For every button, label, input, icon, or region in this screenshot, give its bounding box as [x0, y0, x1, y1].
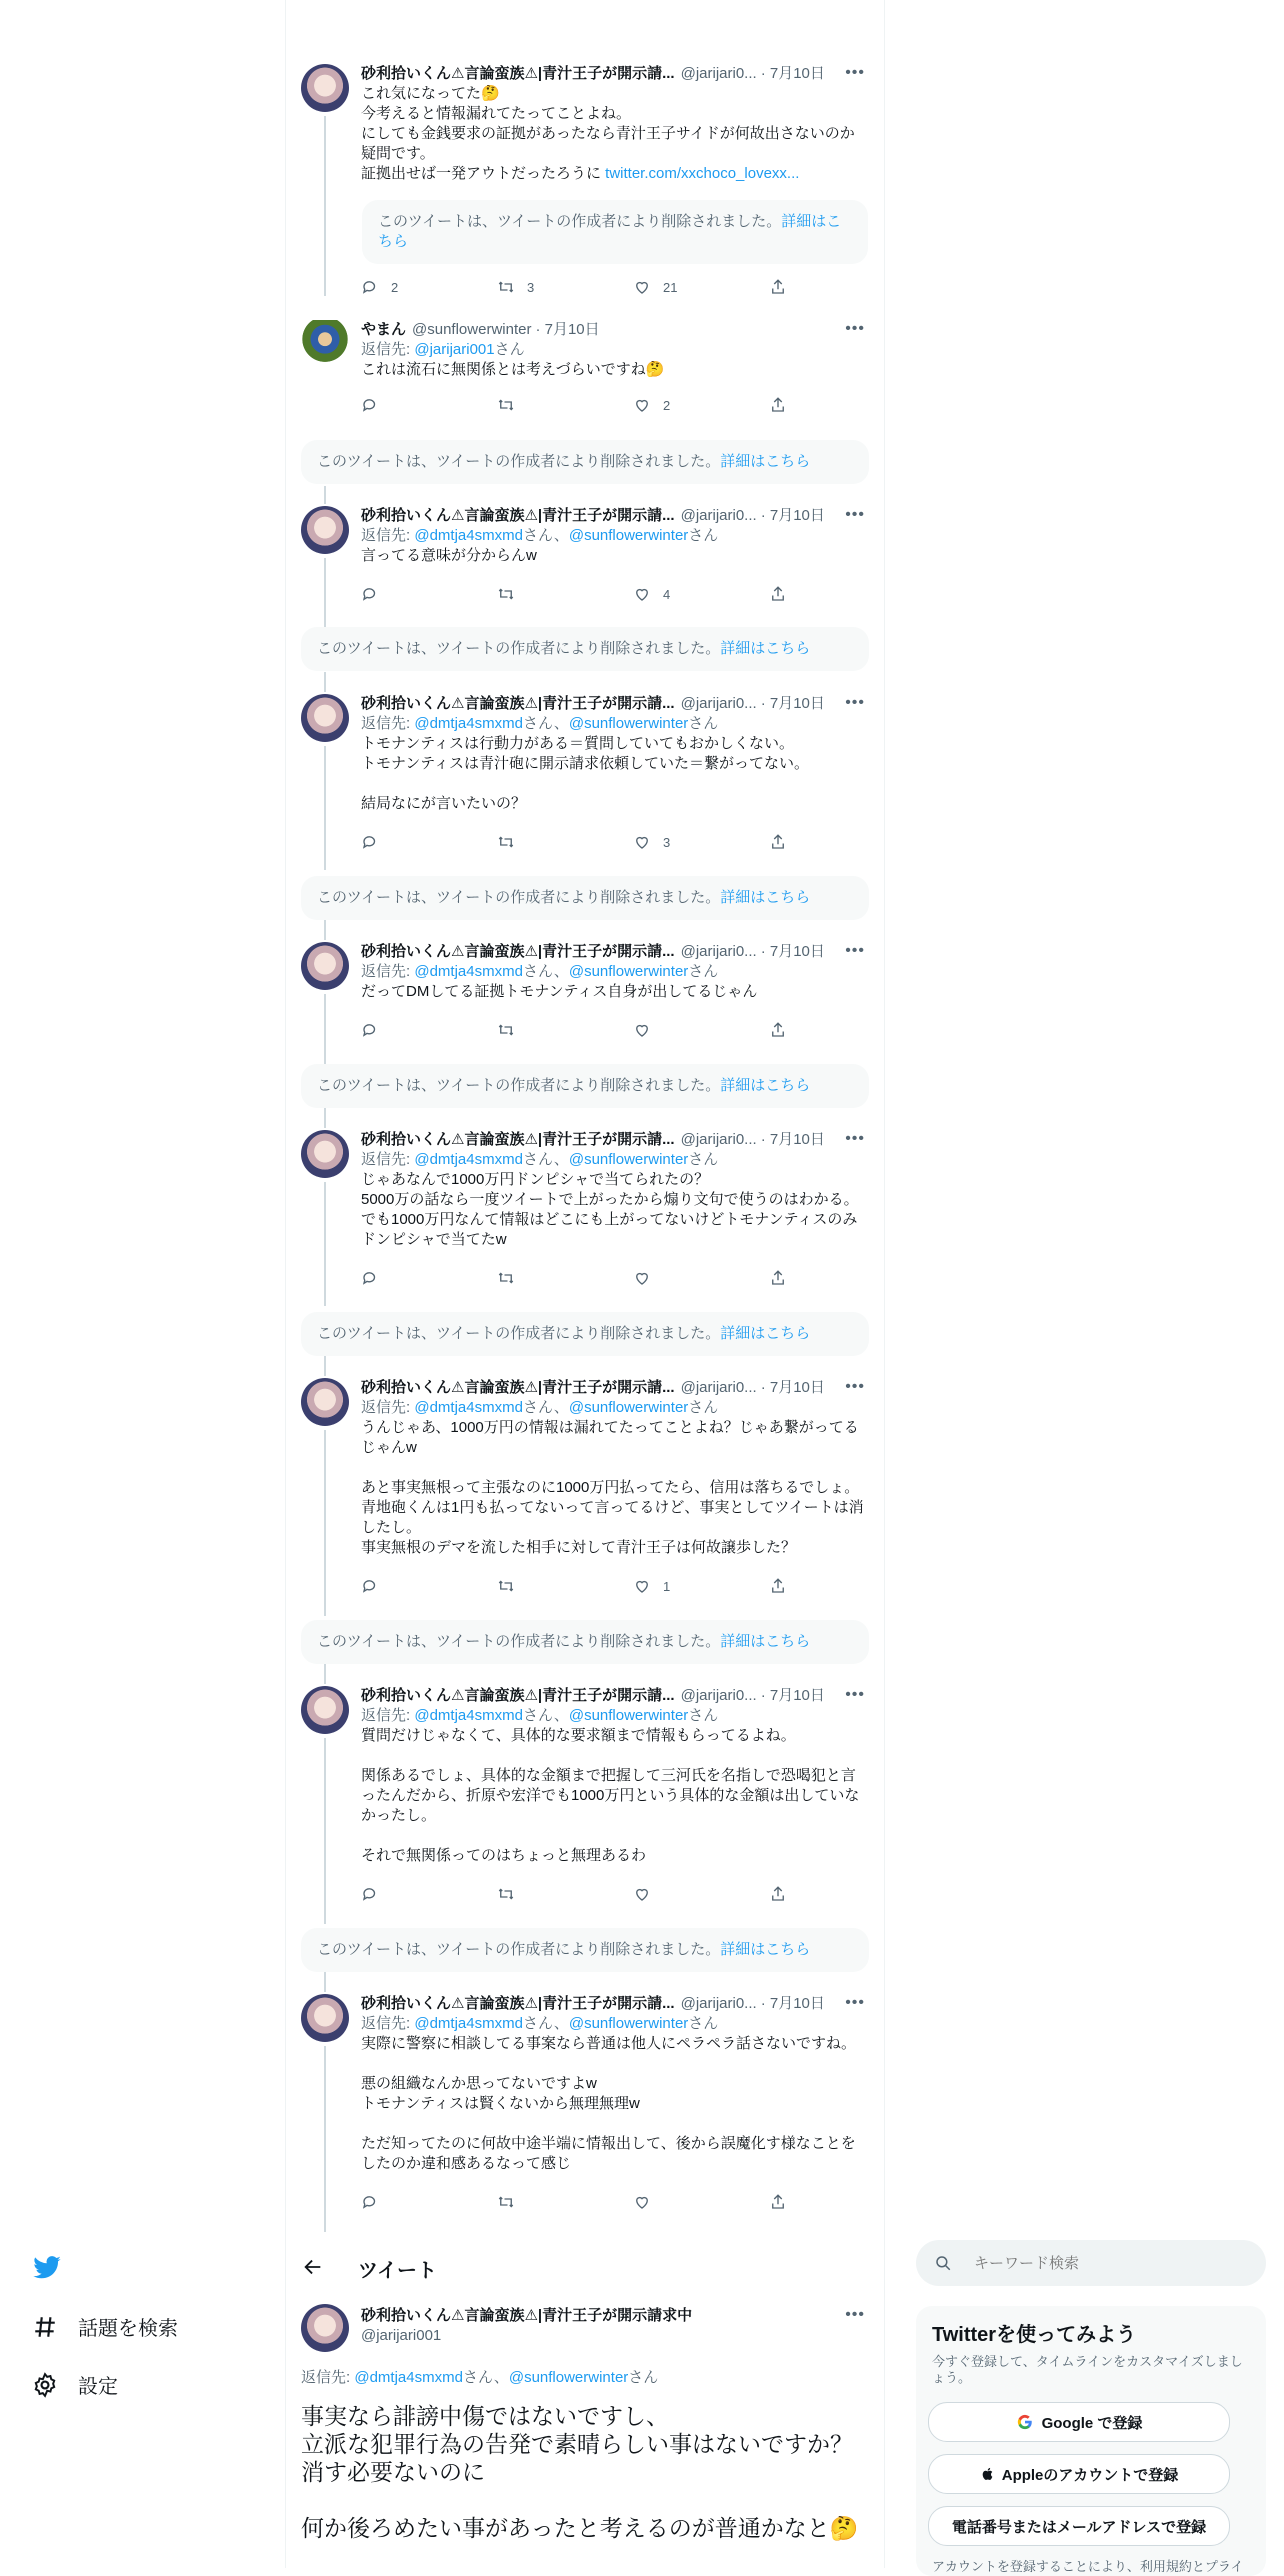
- signup-terms: アカウントを登録することにより、利用規約とプライ: [932, 2559, 1244, 2574]
- thread-line: [324, 994, 326, 1066]
- reply-to-link[interactable]: @sunflowerwinter: [568, 2015, 689, 2032]
- learn-more-link[interactable]: 詳細はこちら: [720, 640, 811, 657]
- author-name[interactable]: 砂利拾いくん⚠言論蛮族⚠|青汁王子が開示請...: [361, 1131, 675, 1148]
- learn-more-link[interactable]: 詳細はこちら: [720, 1077, 811, 1094]
- tweet[interactable]: [285, 1130, 885, 1280]
- tweet[interactable]: [285, 64, 885, 300]
- apple-signup-button[interactable]: Appleのアカウントで登録: [928, 2454, 1230, 2494]
- reply-to-link[interactable]: @dmtja4smxmd: [414, 2015, 523, 2032]
- search-icon: [934, 2254, 952, 2272]
- tweet-text: 質問だけじゃなくて、具体的な要求額まで情報もらってるよね。 関係あるでしょ、具体的な金額まで把握して三河氏を名指しで恐喝犯と言ったんだから、折原や宏洋でも1000万円という具体的な金額は出していなかったし。 それで無関係ってのはちょっと無理あるわ: [361, 1727, 860, 1864]
- tweet-date[interactable]: · 7月10日: [535, 321, 600, 338]
- google-signup-button[interactable]: Google で登録: [928, 2402, 1230, 2442]
- retweet-icon: [497, 585, 515, 603]
- quoted-tweet-deleted: このツイートは、ツイートの作成者により削除されました。詳細はこちら: [362, 200, 868, 264]
- tweet[interactable]: [285, 694, 885, 844]
- tweet-text: じゃあなんで1000万円ドンピシャで当てられたの？ 5000万の話なら一度ツイートで上がったから煽り文句で使うのはわかる。 でも1000万円なんて情報はどこにも上がってないけどトモナンティスのみドンピシャで当てたw: [361, 1171, 859, 1248]
- main-tweet[interactable]: [285, 2304, 885, 2568]
- heart-icon: [633, 833, 651, 851]
- tweet-date[interactable]: · 7月10日: [760, 507, 825, 524]
- learn-more-link[interactable]: 詳細はこちら: [378, 213, 842, 250]
- avatar[interactable]: [301, 1994, 349, 2042]
- share-icon: [769, 1885, 787, 1903]
- author-name[interactable]: 砂利拾いくん⚠言論蛮族⚠|青汁王子が開示請...: [361, 65, 675, 82]
- reply-to-link[interactable]: @sunflowerwinter: [568, 1399, 689, 1416]
- retweet-button[interactable]: [497, 584, 633, 604]
- retweet-icon: [497, 278, 515, 296]
- share-button[interactable]: [769, 1268, 799, 1288]
- tweet-actions: [361, 1268, 801, 1288]
- retweet-button[interactable]: [497, 1576, 633, 1596]
- retweet-icon: [497, 1269, 515, 1287]
- author-handle[interactable]: @jarijari0...: [680, 65, 757, 82]
- retweet-icon: [497, 1021, 515, 1039]
- more-icon[interactable]: •••: [845, 942, 865, 959]
- tweet-actions: [361, 832, 801, 852]
- more-icon[interactable]: •••: [845, 1130, 865, 1147]
- tweet-date[interactable]: · 7月10日: [760, 1379, 825, 1396]
- retweet-button[interactable]: [497, 1020, 633, 1040]
- reply-icon: [361, 1269, 379, 1287]
- learn-more-link[interactable]: 詳細はこちら: [720, 1941, 811, 1958]
- tweet-link[interactable]: twitter.com/xxchoco_lovexx...: [605, 165, 800, 182]
- retweet-icon: [497, 833, 515, 851]
- reply-button[interactable]: [361, 1884, 497, 1904]
- google-icon: [1016, 2413, 1034, 2431]
- search-box[interactable]: [916, 2240, 1266, 2286]
- tweet[interactable]: [285, 942, 885, 1032]
- author-name[interactable]: 砂利拾いくん⚠言論蛮族⚠|青汁王子が開示請求中: [361, 2307, 693, 2324]
- share-icon: [769, 278, 787, 296]
- more-icon[interactable]: •••: [845, 506, 865, 523]
- reply-to-link[interactable]: @dmtja4smxmd: [414, 1399, 523, 1416]
- retweet-button[interactable]: [497, 1884, 633, 1904]
- reply-icon: [361, 585, 379, 603]
- author-handle[interactable]: @jarijari0...: [680, 695, 757, 712]
- thread-line: [324, 486, 326, 504]
- author-name[interactable]: やまん: [361, 321, 407, 338]
- reply-icon: [361, 278, 379, 296]
- tweet-actions: [361, 2192, 801, 2212]
- reply-to: 返信先: @dmtja4smxmdさん、@sunflowerwinterさん: [361, 527, 719, 544]
- reply-to: 返信先: @dmtja4smxmdさん、@sunflowerwinterさん: [361, 715, 719, 732]
- reply-button[interactable]: [361, 584, 497, 604]
- deleted-tweet-notice: このツイートは、ツイートの作成者により削除されました。詳細はこちら: [301, 876, 869, 920]
- signup-title: Twitterを使ってみよう: [932, 2324, 1137, 2346]
- share-icon: [769, 833, 787, 851]
- author-handle[interactable]: @jarijari001: [361, 2327, 442, 2344]
- share-icon: [769, 585, 787, 603]
- more-icon[interactable]: •••: [845, 1686, 865, 1703]
- back-arrow-icon[interactable]: [302, 2256, 324, 2278]
- apple-icon: [980, 2466, 996, 2482]
- deleted-tweet-notice: このツイートは、ツイートの作成者により削除されました。詳細はこちら: [301, 1928, 869, 1972]
- search-input[interactable]: [972, 2254, 1236, 2273]
- share-button[interactable]: [769, 1576, 799, 1596]
- share-icon: [769, 1269, 787, 1287]
- author-handle[interactable]: @jarijari0...: [680, 1995, 757, 2012]
- retweet-button[interactable]: 3: [497, 277, 633, 297]
- reply-icon: [361, 396, 379, 414]
- heart-icon: [633, 1885, 651, 1903]
- avatar[interactable]: [301, 506, 349, 554]
- reply-button[interactable]: 2: [361, 277, 497, 297]
- thread-line: [324, 1738, 326, 1924]
- share-icon: [769, 396, 787, 414]
- avatar[interactable]: [301, 1686, 349, 1734]
- retweet-icon: [497, 1885, 515, 1903]
- thread-line: [324, 1972, 326, 1992]
- reply-to: 返信先: @dmtja4smxmdさん、@sunflowerwinterさん: [361, 2015, 719, 2032]
- share-button[interactable]: [769, 584, 799, 604]
- reply-to-link[interactable]: @dmtja4smxmd: [414, 1707, 523, 1724]
- heart-icon: [633, 278, 651, 296]
- author-handle[interactable]: @sunflowerwinter: [412, 321, 532, 338]
- heart-icon: [633, 585, 651, 603]
- retweet-icon: [497, 396, 515, 414]
- deleted-tweet-notice: このツイートは、ツイートの作成者により削除されました。詳細はこちら: [301, 1620, 869, 1664]
- author-handle[interactable]: @jarijari0...: [680, 1687, 757, 1704]
- tweet-text: これは流石に無関係とは考えづらいですね🤔: [361, 361, 665, 378]
- like-button[interactable]: 3: [633, 832, 769, 852]
- deleted-tweet-notice: このツイートは、ツイートの作成者により削除されました。詳細はこちら: [301, 1312, 869, 1356]
- tweet-date[interactable]: · 7月10日: [760, 65, 825, 82]
- reply-button[interactable]: [361, 1268, 497, 1288]
- reply-to-link[interactable]: @sunflowerwinter: [568, 1151, 689, 1168]
- author-handle[interactable]: @jarijari0...: [680, 1131, 757, 1148]
- reply-to-link[interactable]: @sunflowerwinter: [568, 1707, 689, 1724]
- like-button[interactable]: [633, 1020, 769, 1040]
- reply-to-link[interactable]: @dmtja4smxmd: [414, 527, 523, 544]
- more-icon[interactable]: •••: [845, 1994, 865, 2011]
- avatar[interactable]: [301, 1378, 349, 1426]
- more-icon[interactable]: •••: [845, 1378, 865, 1395]
- tweet-actions: [361, 277, 801, 297]
- tweet[interactable]: [285, 1378, 885, 1578]
- tweet-text: うんじゃあ、1000万円の情報は漏れてたってことよね？じゃあ繋がってるじゃんw あと事実無根って主張なのに1000万円払ってたら、信用は落ちるでしょ。 青地砲くんは1円も払ってないって言ってるけど、事実としてツイートは消したし。 事実無根のデマを流した相手に対して青汁王子は何故譲歩した？: [361, 1419, 864, 1556]
- tweet-text: これ気になってた🤔 今考えると情報漏れてたってことよね。 にしても金銭要求の証拠があったなら青汁王子サイドが何故出さないのか疑問です。 証拠出せば一発アウトだったろうに twitter.com/xxchoco_lovexx...: [361, 85, 855, 182]
- heart-icon: [633, 1269, 651, 1287]
- reply-to-link[interactable]: @dmtja4smxmd: [414, 715, 523, 732]
- reply-to: 返信先: @dmtja4smxmdさん、@sunflowerwinterさん: [301, 2369, 659, 2386]
- heart-icon: [633, 1577, 651, 1595]
- reply-icon: [361, 1577, 379, 1595]
- reply-to: 返信先: @jarijari001さん: [361, 341, 525, 358]
- reply-icon: [361, 833, 379, 851]
- tweet-date[interactable]: · 7月10日: [760, 695, 825, 712]
- reply-button[interactable]: [361, 1576, 497, 1596]
- avatar[interactable]: [301, 694, 349, 742]
- tweet[interactable]: [285, 1994, 885, 2194]
- share-button[interactable]: [769, 1020, 799, 1040]
- like-button[interactable]: 2: [633, 395, 769, 415]
- share-button[interactable]: [769, 395, 799, 415]
- reply-to-link[interactable]: @sunflowerwinter: [508, 2369, 629, 2386]
- reply-to-link[interactable]: @dmtja4smxmd: [354, 2369, 463, 2386]
- tweet-text: トモナンティスは行動力がある＝質問していてもおかしくない。 トモナンティスは青汁砲に開示請求依頼していた＝繋がってない。 結局なにが言いたいの？: [361, 735, 810, 812]
- thread-line: [324, 1664, 326, 1684]
- tweet-actions: [361, 1884, 801, 1904]
- learn-more-link[interactable]: 詳細はこちら: [720, 1633, 811, 1650]
- reply-button[interactable]: [361, 395, 497, 415]
- tweet[interactable]: [285, 1686, 885, 1886]
- author-handle[interactable]: @jarijari0...: [680, 943, 757, 960]
- author-name[interactable]: 砂利拾いくん⚠言論蛮族⚠|青汁王子が開示請...: [361, 507, 675, 524]
- share-icon: [769, 2193, 787, 2211]
- nav-settings[interactable]: 設定: [32, 2370, 118, 2399]
- phone-email-signup-button[interactable]: 電話番号またはメールアドレスで登録: [928, 2506, 1230, 2546]
- reply-icon: [361, 2193, 379, 2211]
- avatar[interactable]: [301, 320, 349, 368]
- author-handle[interactable]: @jarijari0...: [680, 1379, 757, 1396]
- thread-line: [324, 2046, 326, 2232]
- tweet-header: [286, 2240, 884, 2293]
- tweet-text: だってDMしてる証拠トモナンティス自身が出してるじゃん: [361, 983, 758, 1000]
- share-button[interactable]: [769, 2192, 799, 2212]
- thread-line: [324, 116, 326, 296]
- reply-to-link[interactable]: @sunflowerwinter: [568, 963, 689, 980]
- tweet-date[interactable]: · 7月10日: [760, 1995, 825, 2012]
- reply-to: 返信先: @dmtja4smxmdさん、@sunflowerwinterさん: [361, 963, 719, 980]
- retweet-button[interactable]: [497, 2192, 633, 2212]
- tweet-text: 実際に警察に相談してる事案なら普通は他人にペラペラ話さないですね。 悪の組織なんか思ってないですよw トモナンティスは賢くないから無理無理w ただ知ってたのに何故中途半端に情報出して、後から誤魔化す様なことをしたのか違和感あるなって感じ: [361, 2035, 857, 2172]
- author-name[interactable]: 砂利拾いくん⚠言論蛮族⚠|青汁王子が開示請...: [361, 1995, 675, 2012]
- more-icon[interactable]: •••: [845, 694, 865, 711]
- twitter-logo-icon[interactable]: [32, 2252, 62, 2282]
- reply-to-link[interactable]: @sunflowerwinter: [568, 715, 689, 732]
- like-button[interactable]: [633, 1884, 769, 1904]
- retweet-button[interactable]: [497, 1268, 633, 1288]
- reply-icon: [361, 1021, 379, 1039]
- share-button[interactable]: [769, 832, 799, 852]
- reply-to-link[interactable]: @sunflowerwinter: [568, 527, 689, 544]
- thread-line: [324, 746, 326, 870]
- heart-icon: [633, 2193, 651, 2211]
- hashtag-icon: [32, 2314, 58, 2340]
- thread-line: [324, 1356, 326, 1376]
- reply-button[interactable]: [361, 1020, 497, 1040]
- like-button[interactable]: [633, 2192, 769, 2212]
- like-button[interactable]: [633, 1268, 769, 1288]
- heart-icon: [633, 1021, 651, 1039]
- thread-line: [324, 920, 326, 940]
- like-button[interactable]: 21: [633, 277, 769, 297]
- share-button[interactable]: [769, 1884, 799, 1904]
- author-name[interactable]: 砂利拾いくん⚠言論蛮族⚠|青汁王子が開示請...: [361, 1379, 675, 1396]
- reply-icon: [361, 1885, 379, 1903]
- share-icon: [769, 1021, 787, 1039]
- deleted-tweet-notice: このツイートは、ツイートの作成者により削除されました。詳細はこちら: [301, 440, 869, 484]
- avatar[interactable]: [301, 64, 349, 112]
- share-button[interactable]: [769, 277, 799, 297]
- thread-line: [324, 672, 326, 692]
- deleted-tweet-notice: このツイートは、ツイートの作成者により削除されました。詳細はこちら: [301, 627, 869, 671]
- reply-to: 返信先: @dmtja4smxmdさん、@sunflowerwinterさん: [361, 1399, 719, 1416]
- reply-button[interactable]: [361, 832, 497, 852]
- gear-icon: [32, 2372, 58, 2398]
- learn-more-link[interactable]: 詳細はこちら: [720, 1325, 811, 1342]
- share-icon: [769, 1577, 787, 1595]
- tweet-actions: [361, 1020, 801, 1040]
- retweet-button[interactable]: [497, 395, 633, 415]
- nav-explore[interactable]: 話題を検索: [32, 2312, 178, 2341]
- tweet-date[interactable]: · 7月10日: [760, 1687, 825, 1704]
- thread-line: [324, 1430, 326, 1616]
- more-icon[interactable]: •••: [845, 320, 865, 337]
- thread-line: [324, 1108, 326, 1128]
- avatar[interactable]: [301, 1130, 349, 1178]
- author-name[interactable]: 砂利拾いくん⚠言論蛮族⚠|青汁王子が開示請...: [361, 1687, 675, 1704]
- author-name[interactable]: 砂利拾いくん⚠言論蛮族⚠|青汁王子が開示請...: [361, 943, 675, 960]
- avatar[interactable]: [301, 942, 349, 990]
- like-button[interactable]: 1: [633, 1576, 769, 1596]
- signup-card: [916, 2306, 1266, 2576]
- signup-subtitle: 今すぐ登録して、タイムラインをカスタマイズしましょう。: [932, 2354, 1243, 2385]
- learn-more-link[interactable]: 詳細はこちら: [720, 889, 811, 906]
- thread-line: [324, 558, 326, 630]
- tweet-actions: [361, 584, 801, 604]
- learn-more-link[interactable]: 詳細はこちら: [720, 453, 811, 470]
- tweet-text: 言ってる意味が分からんw: [361, 547, 537, 564]
- retweet-icon: [497, 2193, 515, 2211]
- reply-to-link[interactable]: @dmtja4smxmd: [414, 963, 523, 980]
- reply-button[interactable]: [361, 2192, 497, 2212]
- tweet-text: 事実なら誹謗中傷ではないですし、 立派な犯罪行為の告発で素晴らしい事はないですか？ 消す必要ないのに 何か後ろめたい事があったと考えるのが普通かなと🤔: [301, 2403, 859, 2541]
- retweet-button[interactable]: [497, 832, 633, 852]
- avatar[interactable]: [301, 2304, 349, 2352]
- reply-to-link[interactable]: @jarijari001: [414, 341, 495, 358]
- heart-icon: [633, 396, 651, 414]
- tweet-actions: [361, 395, 801, 415]
- author-handle[interactable]: @jarijari0...: [680, 507, 757, 524]
- tweet-actions: [361, 1576, 801, 1596]
- more-icon[interactable]: •••: [845, 64, 865, 81]
- thread-line: [324, 1182, 326, 1306]
- reply-to: 返信先: @dmtja4smxmdさん、@sunflowerwinterさん: [361, 1707, 719, 1724]
- tweet-date[interactable]: · 7月10日: [760, 1131, 825, 1148]
- retweet-icon: [497, 1577, 515, 1595]
- like-button[interactable]: 4: [633, 584, 769, 604]
- page-title: ツイート: [358, 2260, 437, 2282]
- author-name[interactable]: 砂利拾いくん⚠言論蛮族⚠|青汁王子が開示請...: [361, 695, 675, 712]
- tweet-date[interactable]: · 7月10日: [760, 943, 825, 960]
- reply-to-link[interactable]: @dmtja4smxmd: [414, 1151, 523, 1168]
- deleted-tweet-notice: このツイートは、ツイートの作成者により削除されました。詳細はこちら: [301, 1064, 869, 1108]
- more-icon[interactable]: •••: [845, 2306, 865, 2323]
- reply-to: 返信先: @dmtja4smxmdさん、@sunflowerwinterさん: [361, 1151, 719, 1168]
